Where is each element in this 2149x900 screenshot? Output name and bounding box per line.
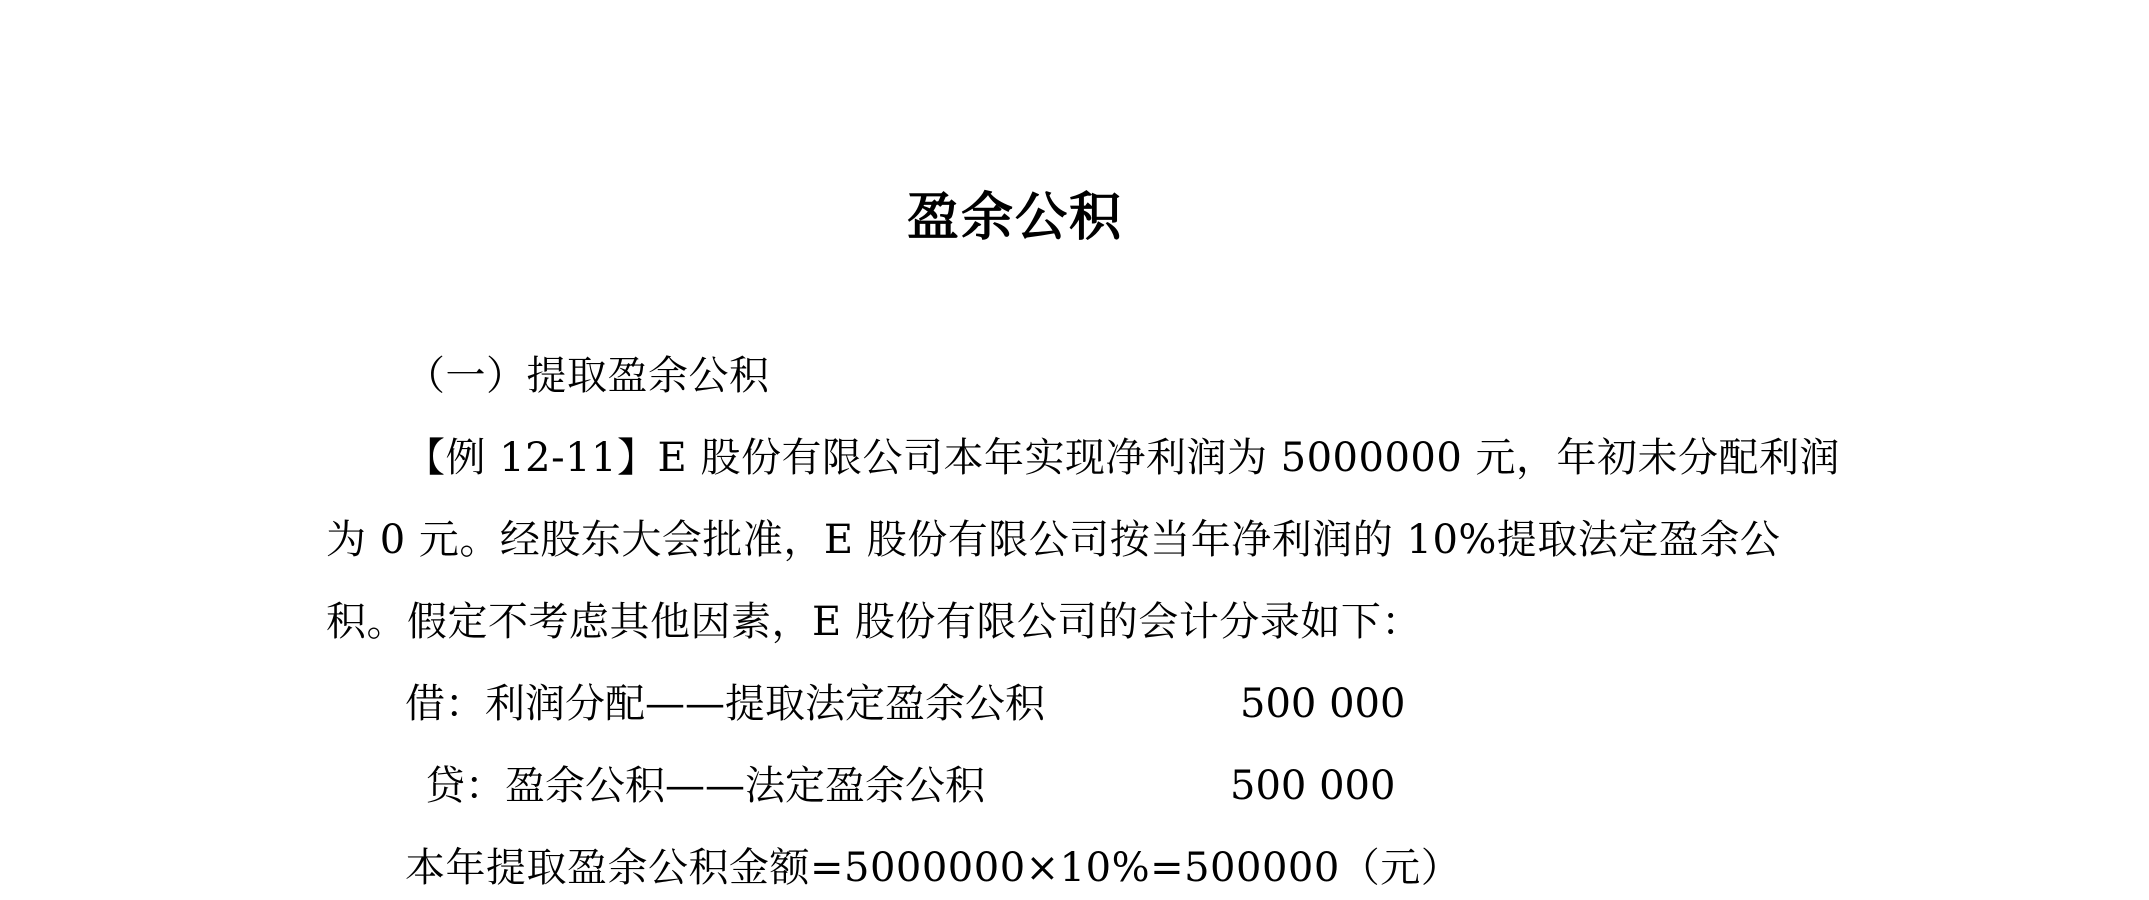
document-title: 盈余公积 [906, 187, 1123, 248]
credit-amount: 500 000 [1230, 763, 1396, 809]
example-text-line-2: 为 0 元。经股东大会批准，E 股份有限公司按当年净利润的 10%提取法定盈余公 [326, 517, 1781, 563]
calculation-line: 本年提取盈余公积金额=5000000×10%=500000（元） [405, 845, 1462, 891]
debit-amount: 500 000 [1240, 681, 1406, 727]
section-heading: （一）提取盈余公积 [405, 353, 770, 399]
example-text-line-3: 积。假定不考虑其他因素，E 股份有限公司的会计分录如下： [326, 599, 1422, 645]
credit-account: 贷：盈余公积——法定盈余公积 [425, 763, 985, 809]
example-text-line-1: 【例 12-11】E 股份有限公司本年实现净利润为 5000000 元，年初未分配利润 [405, 435, 1841, 481]
debit-account: 借：利润分配——提取法定盈余公积 [405, 681, 1045, 727]
